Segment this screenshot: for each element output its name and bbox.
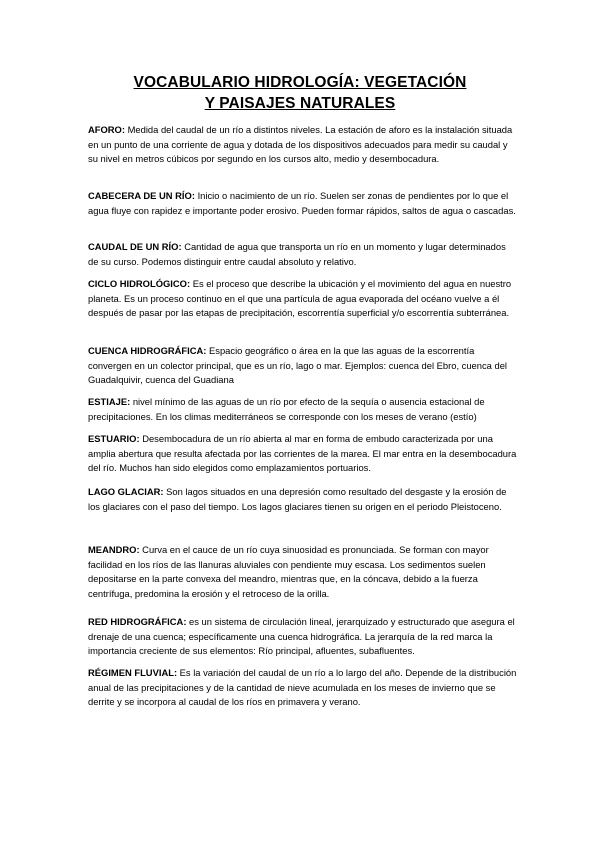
glossary-entry-ciclo: CICLO HIDROLÓGICO: Es el proceso que describe la ubicación y el movimiento del agua en nuestro planeta. Es un proceso continuo en el que una partícula de agua evaporada del océano vuelve a él después de pasar por las etapas de precipitación, escorrentía superficial y/o escorrentía subterránea.: [88, 278, 512, 319]
glossary-term: LAGO GLACIAR: [88, 486, 161, 497]
glossary-term: CABECERA DE UN RÍO: [88, 190, 192, 201]
glossary-term: CICLO HIDROLÓGICO: [88, 278, 187, 289]
glossary-entry-red-hidrografica: RED HIDROGRÁFICA: es un sistema de circulación lineal, jerarquizado y estructurado que asegura el drenaje de una cuenca; específicamente una cuenca hidrográfica. La jerarquía de la red marca la importancia creciente de sus elementos: Río principal, afluentes, subafluentes.: [88, 616, 515, 657]
glossary-definition: Medida del caudal de un río a distintos niveles. La estación de aforo es la instalación situada en un punto de una corriente de agua y dotada de los dispositivos adecuados para medir su caudal y su nivel en metros cúbicos por segundo en los cursos alto, medio y desembocadura.: [88, 124, 513, 165]
glossary-entry-regimen-fluvial: RÉGIMEN FLUVIAL: Es la variación del caudal de un río a lo largo del año. Depende de la distribución anual de las precipitaciones y de la cantidad de nieve acumulada en los meses de invierno que se derrite y se incorpora al caudal de los ríos en primavera y verano.: [88, 667, 517, 708]
glossary-definition: Espacio geográfico o área en la que las aguas de la escorrentía convergen en un colector principal, que es un río, lago o mar. Ejemplos: cuenca del Ebro, cuenca del Guadalquivir, cuenca del Guadiana: [88, 345, 507, 386]
glossary-definition: Inicio o nacimiento de un río. Suelen ser zonas de pendientes por lo que el agua fluye con rapidez e importante poder erosivo. Pueden formar rápidos, saltos de agua o cascadas.: [88, 190, 516, 216]
glossary-entry-meandro: MEANDRO: Curva en el cauce de un río cuya sinuosidad es pronunciada. Se forman con mayor facilidad en los ríos de las llanuras aluviales con pendiente muy escasa. Los sedimentos suelen depositarse en la parte convexa del meandro, mientras que, en la cóncava, debido a la fuerza centrífuga, predomina la erosión y el retroceso de la orilla.: [88, 544, 489, 599]
glossary-entry-lago-glaciar: LAGO GLACIAR: Son lagos situados en una depresión como resultado del desgaste y la erosión de los glaciares con el paso del tiempo. Los lagos glaciares tienen su origen en el periodo Pleistoceno.: [88, 486, 507, 512]
document-title-line-2: Y PAISAJES NATURALES: [204, 95, 396, 112]
glossary-term: CUENCA HIDROGRÁFICA: [88, 345, 204, 356]
glossary-term: AFORO: [88, 124, 122, 135]
glossary-entry-estiaje: ESTIAJE: nivel mínimo de las aguas de un río por efecto de la sequía o ausencia estacional de precipitaciones. En los climas mediterráneos se corresponde con los meses de verano (estío): [88, 396, 485, 422]
glossary-entry-cuenca: CUENCA HIDROGRÁFICA: Espacio geográfico o área en la que las aguas de la escorrentía convergen en un colector principal, que es un río, lago o mar. Ejemplos: cuenca del Ebro, cuenca del Guadalquivir, cuenca del Guadiana: [88, 345, 507, 386]
glossary-entry-caudal: CAUDAL DE UN RÍO: Cantidad de agua que transporta un río en un momento y lugar determinados de su curso. Podemos distinguir entre caudal absoluto y relativo.: [88, 241, 506, 267]
glossary-definition: Desembocadura de un río abierta al mar en forma de embudo caracterizada por una amplia abertura que resulta afectada por las corrientes de la marea. El mar entra en la desembocadura del río. Muchos han sido elegidos como emplazamientos portuarios.: [88, 433, 517, 474]
glossary-definition: es un sistema de circulación lineal, jerarquizado y estructurado que asegura el drenaje de una cuenca; específicamente una cuenca hidrográfica. La jerarquía de la red marca la importancia creciente de sus elementos: Río principal, afluentes, subafluentes.: [88, 616, 515, 657]
glossary-term: MEANDRO: [88, 544, 137, 555]
glossary-entry-estuario: ESTUARIO: Desembocadura de un río abierta al mar en forma de embudo caracterizada por una amplia abertura que resulta afectada por las corrientes de la marea. El mar entra en la desembocadura del río. Muchos han sido elegidos como emplazamientos portuarios.: [88, 433, 517, 474]
glossary-term: ESTUARIO: [88, 433, 137, 444]
glossary-definition: Curva en el cauce de un río cuya sinuosidad es pronunciada. Se forman con mayor facilidad en los ríos de las llanuras aluviales con pendiente muy escasa. Los sedimentos suelen depositarse en la parte convexa del meandro, mientras que, en la cóncava, debido a la fuerza centrífuga, predomina la erosión y el retroceso de la orilla.: [88, 544, 489, 599]
glossary-definition: Es la variación del caudal de un río a lo largo del año. Depende de la distribución anual de las precipitaciones y de la cantidad de nieve acumulada en los meses de invierno que se derrite y se incorpora al caudal de los ríos en primavera y verano.: [88, 667, 517, 708]
glossary-definition: nivel mínimo de las aguas de un río por efecto de la sequía o ausencia estacional de precipitaciones. En los climas mediterráneos se corresponde con los meses de verano (estío): [88, 396, 485, 422]
glossary-definition: Son lagos situados en una depresión como resultado del desgaste y la erosión de los glaciares con el paso del tiempo. Los lagos glaciares tienen su origen en el periodo Pleistoceno.: [88, 486, 507, 512]
glossary-term: RÉGIMEN FLUVIAL: [88, 667, 174, 678]
glossary-entry-aforo: AFORO: Medida del caudal de un río a distintos niveles. La estación de aforo es la instalación situada en un punto de una corriente de agua y dotada de los dispositivos adecuados para medir su caudal y su nivel en metros cúbicos por segundo en los cursos alto, medio y desembocadura.: [88, 124, 513, 165]
glossary-term: ESTIAJE: [88, 396, 128, 407]
glossary-term: CAUDAL DE UN RÍO: [88, 241, 179, 252]
glossary-definition: Cantidad de agua que transporta un río en un momento y lugar determinados de su curso. Podemos distinguir entre caudal absoluto y relativo.: [88, 241, 506, 267]
document-title-line-1: VOCABULARIO HIDROLOGÍA: VEGETACIÓN: [133, 74, 467, 91]
glossary-definition: Es el proceso que describe la ubicación y el movimiento del agua en nuestro planeta. Es un proceso continuo en el que una partícula de agua evaporada del océano vuelve a él después de pasar por las etapas de precipitación, escorrentía superficial y/o escorrentía subterránea.: [88, 278, 512, 319]
glossary-entry-cabecera: CABECERA DE UN RÍO: Inicio o nacimiento de un río. Suelen ser zonas de pendientes por lo que el agua fluye con rapidez e importante poder erosivo. Pueden formar rápidos, saltos de agua o cascadas.: [88, 190, 516, 216]
glossary-term: RED HIDROGRÁFICA: [88, 616, 184, 627]
